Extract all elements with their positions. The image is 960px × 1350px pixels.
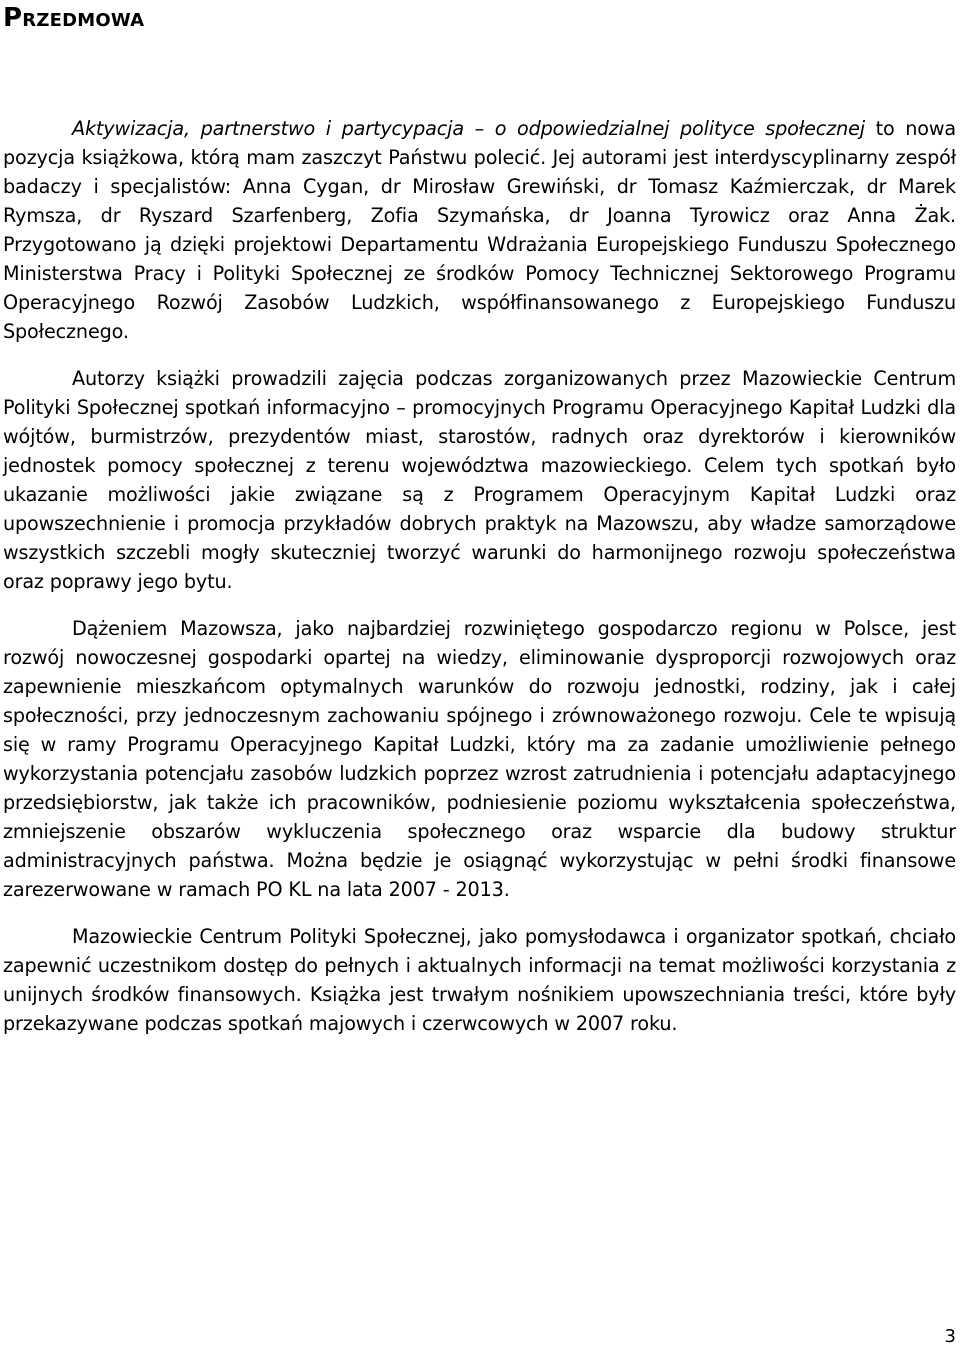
paragraph-2 bbox=[3, 364, 956, 596]
paragraph-text: Dążeniem Mazowsza, jako najbardziej rozwiniętego gospodarczo regionu w Polsce, jest rozwój nowoczesnej gospodarki opartej na wiedzy, eliminowanie dysproporcji rozwojowych oraz zapewnienie mieszkańcom optymalnych warunków do rozwoju jednostki, rodziny, jak i całej społeczności, przy jednoczesnym zachowaniu spójnego i zrównoważonego rozwoju. Cele te wpisują się w ramy Programu Operacyjnego Kapitał Ludzki, który ma za zadanie umożliwienie pełnego wykorzystania potencjału zasobów ludzkich poprzez wzrost zatrudnienia i potencjału adaptacyjnego przedsiębiorstw, jak także ich pracowników, podniesienie poziomu wykształcenia społeczeństwa, zmniejszenie obszarów wykluczenia społecznego oraz wsparcie dla budowy struktur administracyjnych państwa. Można będzie je osiągnąć wykorzystując w pełni środki finansowe zarezerwowane w ramach PO KL na lata 2007 - 2013. bbox=[3, 617, 956, 901]
book-title-italic: Aktywizacja, partnerstwo i partycypacja – o odpowiedzialnej polityce społecznej bbox=[72, 117, 865, 140]
paragraph-3 bbox=[3, 614, 956, 904]
paragraph-4 bbox=[3, 922, 956, 1038]
document-body bbox=[3, 114, 956, 1056]
paragraph-text: Autorzy książki prowadzili zajęcia podczas zorganizowanych przez Mazowieckie Centrum Polityki Społecznej spotkań informacyjno – promocyjnych Programu Operacyjnego Kapitał Ludzki dla wójtów, burmistrzów, prezydentów miast, starostów, radnych oraz dyrektorów i kierowników jednostek pomocy społecznej z terenu województwa mazowieckiego. Celem tych spotkań było ukazanie możliwości jakie związane są z Programem Operacyjnym Kapitał Ludzki oraz upowszechnienie i promocja przykładów dobrych praktyk na Mazowszu, aby władze samorządowe wszystkich szczebli mogły skuteczniej tworzyć warunki do harmonijnego rozwoju społeczeństwa oraz poprawy jego bytu. bbox=[3, 367, 956, 593]
paragraph-text: to nowa pozycja książkowa, którą mam zaszczyt Państwu polecić. Jej autorami jest interdyscyplinarny zespół badaczy i specjalistów: Anna Cygan, dr Mirosław Grewiński, dr Tomasz Kaźmierczak, dr Marek Rymsza, dr Ryszard Szarfenberg, Zofia Szymańska, dr Joanna Tyrowicz oraz Anna Żak. Przygotowano ją dzięki projektowi Departamentu Wdrażania Europejskiego Funduszu Społecznego Ministerstwa Pracy i Polityki Społecznej ze środków Pomocy Technicznej Sektorowego Programu Operacyjnego Rozwój Zasobów Ludzkich, współfinansowanego z Europejskiego Funduszu Społecznego. bbox=[3, 117, 956, 343]
page-number: 3 bbox=[944, 1326, 956, 1347]
paragraph-1 bbox=[3, 114, 956, 346]
page-title: Przedmowa bbox=[3, 3, 145, 33]
paragraph-text: Mazowieckie Centrum Polityki Społecznej, jako pomysłodawca i organizator spotkań, chciało zapewnić uczestnikom dostęp do pełnych i aktualnych informacji na temat możliwości korzystania z unijnych środków finansowych. Książka jest trwałym nośnikiem upowszechniania treści, które były przekazywane podczas spotkań majowych i czerwcowych w 2007 roku. bbox=[3, 925, 956, 1035]
